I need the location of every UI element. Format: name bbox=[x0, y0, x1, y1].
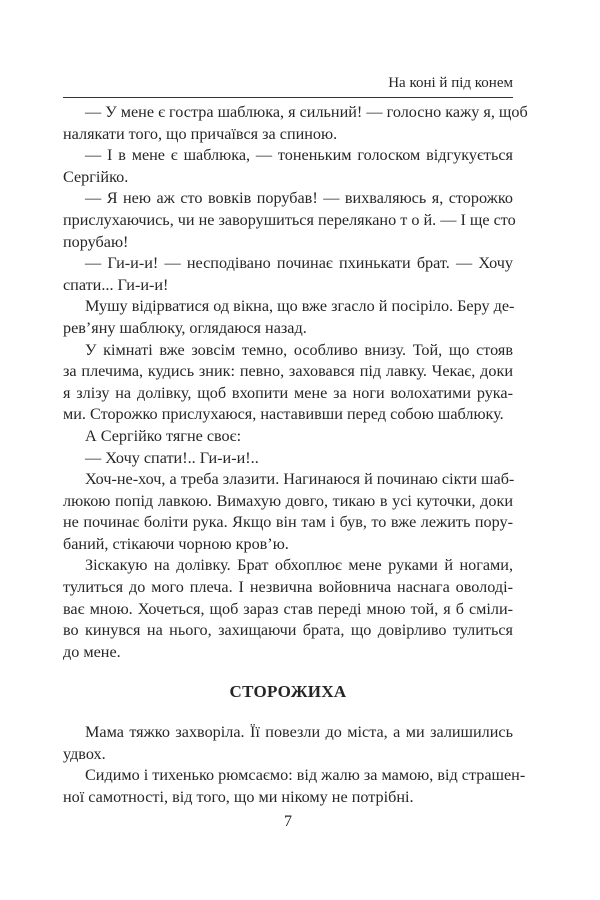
paragraph bbox=[63, 426, 513, 448]
text-line: — Хочу спати!.. Ги-и-и!.. bbox=[85, 448, 259, 467]
text-line: не починає боліти рука. Якщо він там і був, то вже лежить пору- bbox=[63, 513, 513, 532]
story-text bbox=[63, 102, 528, 663]
text-line: тулиться до мого плеча. І незвична войовнича наснага оволоді- bbox=[63, 578, 513, 597]
paragraph bbox=[63, 253, 513, 296]
text-line: налякати того, що причаївся за спиною. bbox=[63, 124, 338, 143]
paragraph bbox=[63, 555, 513, 663]
header-rule bbox=[63, 97, 513, 98]
text-line: Зіскакую на долівку. Брат обхоплює мене руками й ногами, bbox=[85, 556, 513, 575]
paragraph bbox=[63, 296, 513, 339]
text-line: Сидимо і тихенько рюмсаємо: від жалю за мамою, від страшен- bbox=[85, 766, 526, 785]
text-line: А Сергійко тягне своє: bbox=[85, 426, 242, 445]
paragraph bbox=[63, 469, 513, 555]
paragraph bbox=[63, 145, 513, 188]
running-head: На коні й під конем bbox=[388, 75, 513, 91]
paragraph bbox=[63, 765, 526, 808]
text-line: удвох. bbox=[63, 744, 106, 763]
paragraph bbox=[63, 722, 513, 765]
text-line: спати... Ги-и-и! bbox=[63, 275, 169, 294]
text-line: до мене. bbox=[63, 642, 121, 661]
text-line: за плечима, кудись зник: певно, заховався під лавку. Чекає, доки bbox=[63, 362, 513, 381]
text-line: — Я нею аж сто вовків порубав! — вихваляюсь я, сторожко bbox=[85, 189, 513, 208]
text-line: баний, стікаючи чорною кров’ю. bbox=[63, 534, 289, 553]
text-line: прислухаючись, чи не заворушиться перелякано т о й. — І ще сто bbox=[63, 210, 516, 229]
text-line: ної самотності, від того, що ми нікому не потрібні. bbox=[63, 787, 414, 806]
text-line: Сергійко. bbox=[63, 167, 129, 186]
paragraph bbox=[63, 340, 513, 426]
text-line: — І в мене є шаблюка, — тоненьким голоском відгукується bbox=[85, 146, 513, 165]
text-line: Мама тяжко захворіла. Її повезли до міста, а ми залишились bbox=[85, 723, 513, 741]
text-line: Мушу відірватися од вікна, що вже згасло й посіріло. Беру де- bbox=[85, 297, 515, 316]
chapter-text bbox=[63, 722, 526, 808]
text-line: ває мною. Хочеться, щоб зараз став переді мною той, я б сміли- bbox=[63, 599, 513, 618]
text-line: Хоч-не-хоч, а треба злазити. Нагинаюся й починаю сікти шаб- bbox=[85, 470, 515, 489]
text-line: порубаю! bbox=[63, 232, 129, 251]
page-number: 7 bbox=[284, 813, 292, 830]
text-line: люкою попід лавкою. Вимахую довго, тикаю в усі куточки, доки bbox=[63, 491, 513, 510]
text-line: я злізу на долівку, щоб вхопити мене за ноги волохатими рука- bbox=[63, 383, 513, 402]
chapter-heading: СТОРОЖИХА bbox=[229, 682, 347, 701]
text-line: во кинувся на нього, захищаючи брата, що довірливо тулиться bbox=[63, 621, 513, 640]
text-line: — Ги-и-и! — несподівано починає пхинькати брат. — Хочу bbox=[85, 254, 513, 273]
paragraph bbox=[63, 448, 513, 470]
text-line: У кімнаті вже зовсім темно, особливо внизу. Той, що стояв bbox=[85, 340, 513, 359]
text-line: ми. Сторожко прислухаюся, наставивши перед собою шаблюку. bbox=[63, 405, 504, 424]
paragraph bbox=[63, 102, 528, 145]
paragraph bbox=[63, 188, 516, 253]
text-line: рев’яну шаблюку, оглядаюся назад. bbox=[63, 318, 307, 337]
text-line: — У мене є гостра шаблюка, я сильний! — голосно кажу я, щоб bbox=[85, 103, 528, 121]
